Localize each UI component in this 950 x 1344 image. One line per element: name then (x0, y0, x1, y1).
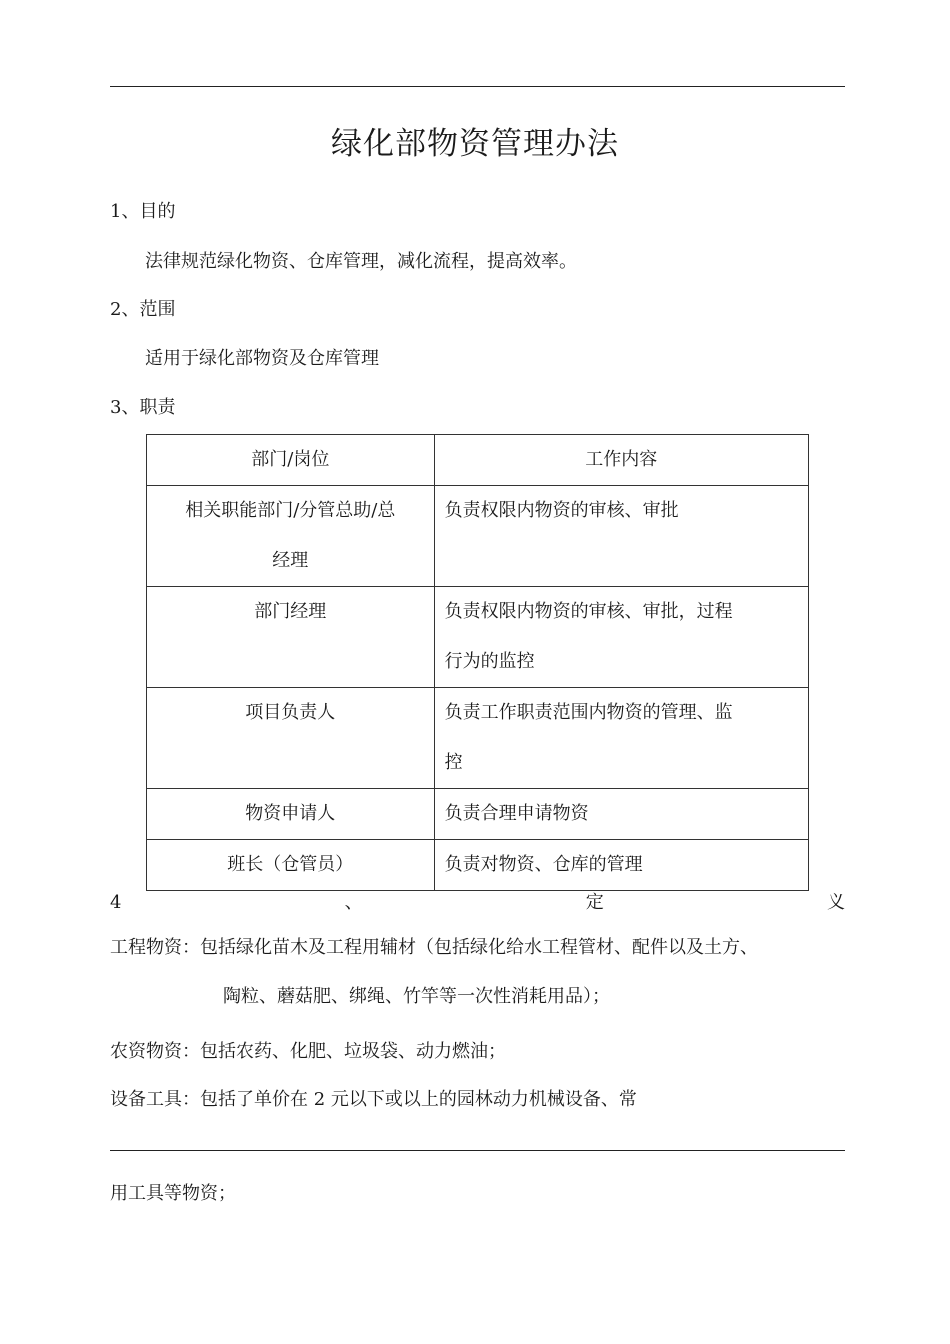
role-text: 部门经理 (254, 601, 327, 622)
role-text: 相关职能部门/分管总助/总 (185, 500, 396, 521)
definition-engineering-line1: 工程物资：包括绿化苗木及工程用辅材（包括绿化给水工程管材、配件以及土方、 (110, 937, 758, 958)
duty-cell (434, 789, 808, 840)
role-cell (147, 789, 435, 840)
header-rule (110, 86, 845, 87)
section-1-heading: 1、目的 (110, 201, 176, 222)
table-row (147, 688, 809, 789)
role-text: 经理 (272, 550, 309, 571)
duty-cell (434, 688, 808, 789)
table-row (147, 486, 809, 587)
definition-engineering-line2: 陶粒、蘑菇肥、绑绳、竹竿等一次性消耗用品）； (223, 986, 610, 1007)
table-header-role: 部门/岗位 (147, 435, 435, 486)
definition-equipment-line1: 设备工具：包括了单价在 2 元以下或以上的园林动力机械设备、常 (110, 1089, 637, 1110)
section-4-heading-part: 、 (344, 892, 363, 913)
duty-cell (434, 840, 808, 891)
table-header-duty: 工作内容 (434, 435, 808, 486)
duty-text: 负责工作职责范围内物资的管理、监 (444, 702, 733, 723)
duty-text: 负责权限内物资的审核、审批 (444, 500, 679, 521)
duty-text (445, 536, 798, 586)
section-3-heading: 3、职责 (110, 397, 176, 418)
table-row (147, 587, 809, 688)
document-title: 绿化部物资管理办法 (331, 126, 619, 162)
role-text: 物资申请人 (245, 803, 336, 824)
table-header-row (147, 435, 809, 486)
role-text (157, 738, 424, 788)
section-2-heading: 2、范围 (110, 299, 176, 320)
definition-equipment-line2: 用工具等物资； (110, 1183, 236, 1204)
definition-agri: 农资物资：包括农药、化肥、垃圾袋、动力燃油； (110, 1041, 506, 1062)
section-4-heading-part: 4 (110, 892, 122, 913)
role-text: 项目负责人 (245, 702, 336, 723)
role-cell (147, 486, 435, 587)
duty-text: 负责对物资、仓库的管理 (444, 854, 643, 875)
section-1-body: 法律规范绿化物资、仓库管理，减化流程，提高效率。 (145, 251, 577, 272)
section-4-heading (110, 891, 845, 915)
role-cell (147, 840, 435, 891)
role-text (157, 637, 424, 687)
section-2-body: 适用于绿化部物资及仓库管理 (145, 348, 379, 369)
page-break-rule (110, 1150, 845, 1151)
section-4-heading-part: 义 (826, 892, 845, 913)
duty-cell (434, 587, 808, 688)
section-4-heading-part: 定 (585, 892, 604, 913)
table-row (147, 840, 809, 891)
duty-text: 控 (444, 752, 463, 773)
duty-text: 行为的监控 (444, 651, 535, 672)
duty-text: 负责合理申请物资 (444, 803, 589, 824)
responsibility-table (146, 434, 809, 891)
duty-text: 负责权限内物资的审核、审批，过程 (444, 601, 733, 622)
role-cell (147, 587, 435, 688)
table-row (147, 789, 809, 840)
duty-cell (434, 486, 808, 587)
role-text: 班长（仓管员） (227, 854, 354, 875)
role-cell (147, 688, 435, 789)
